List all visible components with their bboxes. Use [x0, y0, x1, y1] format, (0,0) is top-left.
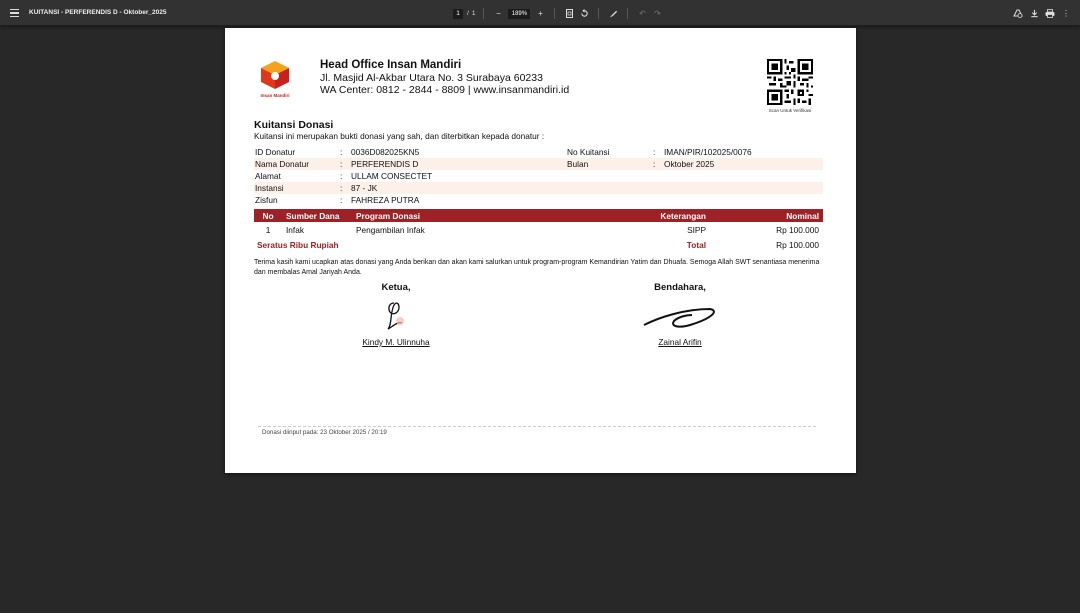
- print-icon[interactable]: [1044, 7, 1056, 19]
- info-value: 0036D082025KN5: [351, 147, 420, 157]
- total-value: Rp 100.000: [776, 239, 819, 250]
- receipt-subtitle: Kuitansi ini merupakan bukti donasi yang sah, dan diterbitkan kepada donatur :: [254, 131, 545, 141]
- donation-table: [254, 209, 823, 252]
- page-zoom-controls: [453, 7, 663, 20]
- divider: [483, 8, 484, 19]
- info-label: Bulan: [567, 159, 589, 169]
- hamburger-menu-icon[interactable]: [10, 9, 19, 17]
- table-row: [254, 222, 823, 237]
- info-row: [254, 182, 823, 194]
- toolbar-actions: [1012, 7, 1072, 19]
- signature-role: Ketua,: [381, 282, 411, 293]
- document-title: KUITANSI - PERFERENDIS D - Oktober_2025: [29, 9, 167, 16]
- draw-icon[interactable]: [607, 8, 619, 20]
- divider: [627, 8, 628, 19]
- divider: [598, 8, 599, 19]
- zoom-in-icon[interactable]: +: [538, 9, 543, 18]
- row-program: Pengambilan Infak: [356, 224, 425, 235]
- download-icon[interactable]: [1028, 7, 1040, 19]
- signatory-name: Zainal Arifin: [658, 337, 702, 347]
- table-header: [254, 209, 823, 222]
- row-no: 1: [265, 224, 271, 235]
- info-label: Nama Donatur: [255, 159, 309, 169]
- org-name: Head Office Insan Mandiri: [320, 59, 462, 71]
- info-value: 87 - JK: [351, 183, 378, 193]
- input-timestamp: Donasi diinput pada: 23 Oktober 2025 / 20:19: [262, 429, 387, 436]
- col-note: Keterangan: [660, 210, 706, 221]
- info-row: [254, 158, 823, 170]
- info-value: ULLAM CONSECTET: [351, 171, 433, 181]
- insan-mandiri-logo: [258, 59, 292, 99]
- total-pages: 1: [471, 10, 476, 17]
- row-note: SIPP: [687, 224, 706, 235]
- redo-icon[interactable]: ↷: [654, 9, 661, 18]
- info-colon: :: [340, 159, 343, 169]
- signature-role: Bendahara,: [654, 282, 706, 293]
- info-label: ID Donatur: [255, 147, 296, 157]
- thank-you-note: Terima kasih kami ucapkan atas donasi yang Anda berikan dan akan kami salurkan untuk program-program Kemandirian Yatim dan Dhuafa. Semoga Allah SWT senantiasa menerima dan membalas Amal Jariyah Anda.: [254, 259, 820, 276]
- info-colon: :: [340, 171, 343, 181]
- org-contact: WA Center: 0812 - 2844 - 8809 | www.insanmandiri.id: [320, 84, 570, 96]
- info-value: IMAN/PIR/102025/0076: [664, 147, 752, 157]
- info-label: Zisfun: [255, 195, 278, 205]
- total-label: Total: [686, 239, 706, 250]
- save-drive-icon[interactable]: [1012, 7, 1024, 19]
- info-label: Alamat: [255, 171, 281, 181]
- divider: [554, 8, 555, 19]
- info-row: [254, 194, 823, 206]
- pdf-viewer-toolbar: [0, 0, 1080, 26]
- signature-image: [610, 295, 750, 337]
- signature-treasurer: [610, 282, 750, 347]
- signature-image: [326, 295, 466, 337]
- signatory-name: Kindy M. Ulinnuha: [362, 337, 430, 347]
- total-row: [254, 237, 823, 252]
- info-colon: :: [653, 147, 656, 157]
- page-number-input[interactable]: 1: [453, 9, 463, 19]
- donor-info: [254, 146, 823, 206]
- info-colon: :: [340, 147, 343, 157]
- info-value: PERFERENDIS D: [351, 159, 419, 169]
- org-address: Jl. Masjid Al-Akbar Utara No. 3 Surabaya 60233: [320, 71, 543, 84]
- logo-text: Insan Mandiri: [260, 93, 290, 98]
- info-value: FAHREZA PUTRA: [351, 195, 420, 205]
- col-no: No: [262, 210, 274, 221]
- col-amount: Nominal: [786, 210, 819, 221]
- pdf-page: [225, 28, 856, 473]
- info-label: Instansi: [255, 183, 284, 193]
- signature-chairman: [326, 282, 466, 347]
- footer-divider: [258, 426, 816, 427]
- zoom-level-input[interactable]: 189%: [508, 9, 530, 19]
- info-row: [254, 146, 823, 158]
- amount-in-words: Seratus Ribu Rupiah: [257, 239, 339, 250]
- row-source: Infak: [286, 224, 304, 235]
- info-colon: :: [340, 195, 343, 205]
- row-amount: Rp 100.000: [776, 224, 819, 235]
- qr-code: [767, 59, 813, 105]
- col-program: Program Donasi: [356, 210, 421, 221]
- page-separator: /: [467, 10, 469, 17]
- zoom-out-icon[interactable]: −: [496, 9, 501, 18]
- info-value: Oktober 2025: [664, 159, 715, 169]
- undo-icon[interactable]: ↶: [639, 9, 646, 18]
- fit-page-icon[interactable]: [563, 8, 575, 20]
- rotate-icon[interactable]: [578, 8, 590, 20]
- col-source: Sumber Dana: [286, 210, 340, 221]
- info-label: No Kuitansi: [567, 147, 610, 157]
- info-row: [254, 170, 823, 182]
- receipt-title: Kuitansi Donasi: [254, 119, 334, 131]
- organization-header: [320, 59, 569, 97]
- more-vert-icon[interactable]: ⋮: [1062, 8, 1070, 18]
- info-colon: :: [340, 183, 343, 193]
- info-colon: :: [653, 159, 656, 169]
- qr-caption: Scan Untuk Verifikasi: [768, 108, 812, 113]
